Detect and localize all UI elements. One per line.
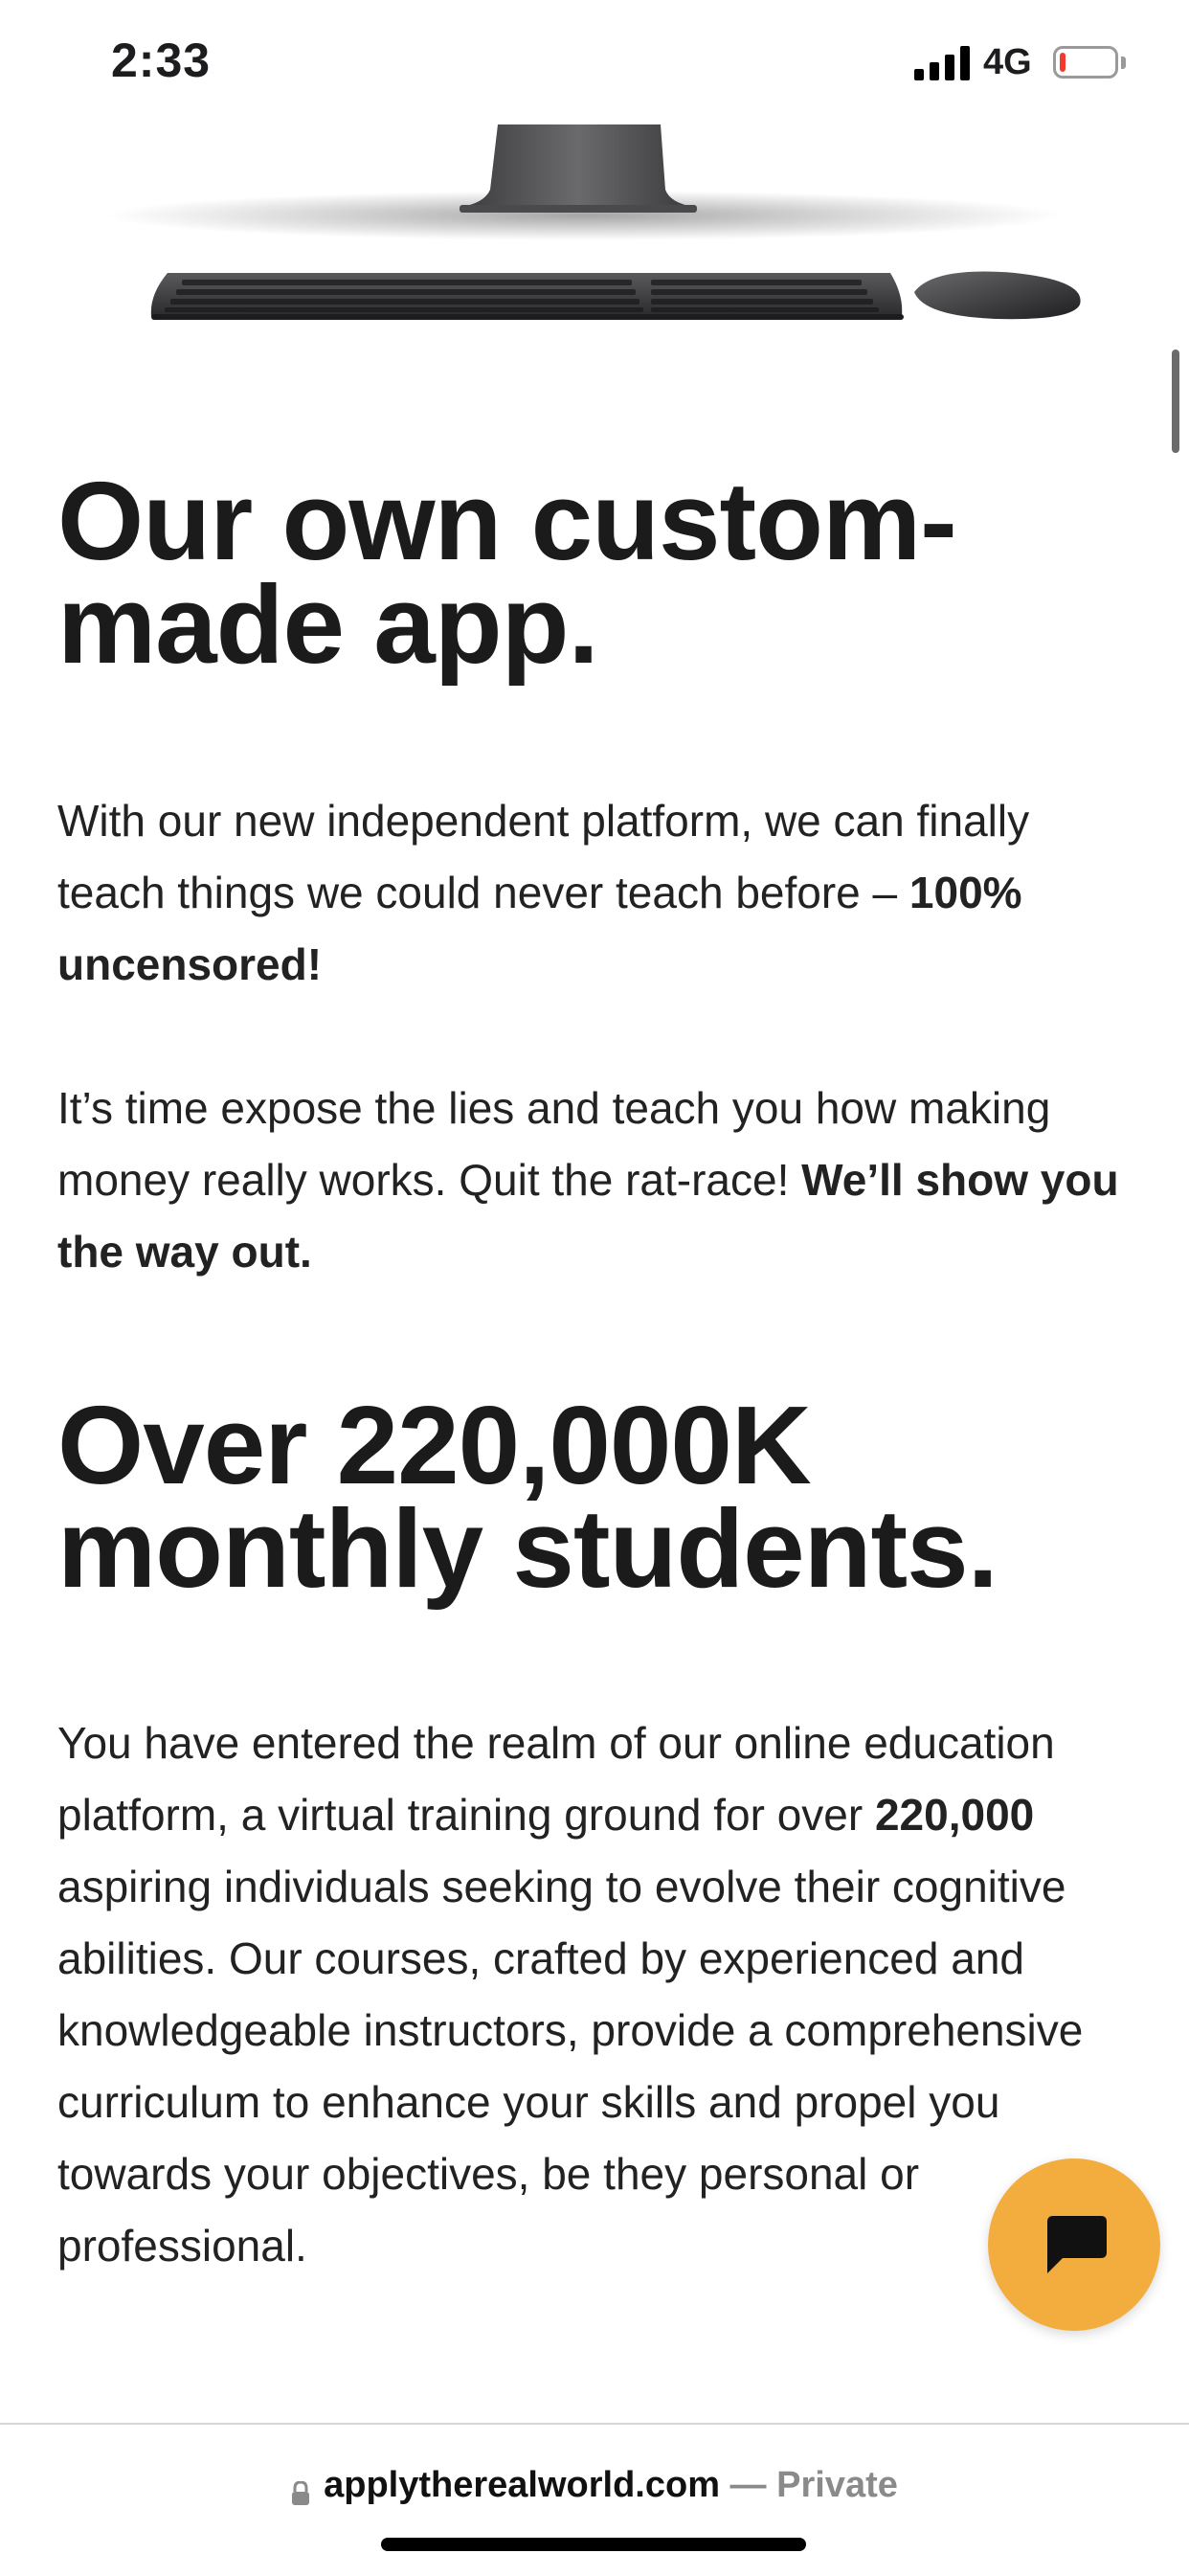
students-text-post: aspiring individuals seeking to evolve their cognitive abilities. Our courses, crafted by experienced and knowledgeable instructors, provide a comprehensive curriculum to enhance your skills and propel you towards your objectives, be they personal or professional. — [57, 1862, 1084, 2271]
way-out-text: We’ll show you the way out. — [57, 1155, 1119, 1277]
status-time: 2:33 — [111, 34, 212, 87]
students-count: 220,000 — [874, 1790, 1035, 1840]
students-heading: Over 220,000K monthly students. — [57, 1383, 998, 1611]
url-display[interactable] — [0, 2465, 1189, 2506]
network-type: 4G — [983, 42, 1032, 82]
platform-text: With our new independent platform, we can finally teach things we could never teach before – — [57, 796, 1030, 917]
chat-bubble-icon — [1040, 2212, 1109, 2277]
students-text-pre: You have entered the realm of our online education platform, a virtual training ground for over — [57, 1718, 1055, 1840]
computer-hero-image — [0, 124, 1189, 364]
rat-race-paragraph — [57, 1073, 1130, 1288]
battery-icon — [1053, 46, 1118, 79]
private-label: — Private — [720, 2465, 898, 2505]
battery-cap — [1121, 56, 1126, 69]
browser-address-bar[interactable] — [0, 2423, 1189, 2576]
rat-race-text: It’s time expose the lies and teach you how making money really works. Quit the rat-race! — [57, 1083, 1051, 1205]
site-domain: applytherealworld.com — [324, 2465, 720, 2505]
chat-button[interactable] — [988, 2158, 1160, 2331]
uncensored-text: 100% uncensored! — [57, 868, 1022, 989]
home-indicator[interactable] — [381, 2538, 806, 2551]
status-bar — [0, 0, 1189, 124]
app-heading: Our own custom-made app. — [57, 459, 956, 687]
signal-strength-icon — [914, 46, 970, 80]
scrollbar[interactable] — [1172, 350, 1179, 453]
students-paragraph — [57, 1707, 1130, 2282]
lock-icon — [291, 2474, 310, 2499]
platform-paragraph — [57, 785, 1130, 1001]
